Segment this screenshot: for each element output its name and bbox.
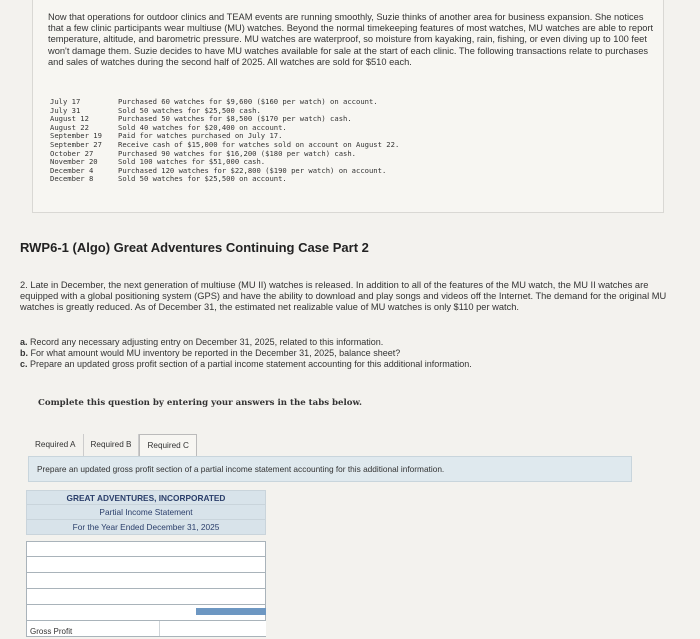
case-intro-text: Now that operations for outdoor clinics and TEAM events are running smoothly, Suzie thinks of another area for business expansion. She notices that a few clinic participants wear multiuse (MU) watches. Beyond the normal timekeeping features of most watches, MU watches are able to report temperature, altitude, and barometric pressure. MU watches are waterproof, so moisture from kayaking, rain, fishing, or even diving up to 100 feet won't damage them. Suzie decides to have MU watches available for sale at the start of each clinic. The following transactions relate to purchases and sales of watches during the second half of 2025. All watches are sold for $510 each. xyxy=(48,12,654,67)
statement-company: GREAT ADVENTURES, INCORPORATED xyxy=(26,490,266,505)
transaction-date: August 12 xyxy=(50,114,89,124)
tab-prompt-panel xyxy=(28,456,632,482)
task-letter: b. xyxy=(20,348,28,358)
transaction-date: December 8 xyxy=(50,174,94,184)
tab-prompt-text: Prepare an updated gross profit section of a partial income statement accounting for this additional information. xyxy=(37,464,445,474)
transaction-date: July 31 xyxy=(50,105,81,115)
nav-button[interactable] xyxy=(196,608,266,615)
transaction-text: Purchased 90 watches for $16,200 ($180 per watch) cash. xyxy=(118,148,356,158)
task-text: For what amount would MU inventory be reported in the December 31, 2025, balance sheet? xyxy=(28,348,401,358)
statement-row xyxy=(26,589,266,605)
task-list xyxy=(20,337,472,370)
transaction-text: Sold 100 watches for $51,000 cash. xyxy=(118,157,266,167)
transaction-text: Purchased 120 watches for $22,800 ($190 per watch) on account. xyxy=(118,165,387,175)
statement-row xyxy=(26,557,266,573)
tab-required-b[interactable]: Required B xyxy=(84,434,140,456)
transaction-text: Purchased 60 watches for $9,600 ($160 per watch) on account. xyxy=(118,97,378,106)
task-letter: a. xyxy=(20,337,28,347)
statement-row xyxy=(26,573,266,589)
problem-text: 2. Late in December, the next generation of multiuse (MU II) watches is released. In addition to all of the features of the MU watch, the MU II watches are equipped with a global positioning system (GPS) and have the ability to download and play songs and videos off the Internet. The demand for the original MU watches is greatly reduced. As of December 31, the estimated net realizable value of MU watches is only $110 per watch. xyxy=(20,280,667,312)
transaction-date: August 22 xyxy=(50,122,89,132)
transaction-date: September 19 xyxy=(50,131,102,141)
statement-name: Partial Income Statement xyxy=(26,505,266,520)
task-letter: c. xyxy=(20,359,28,369)
transactions-table xyxy=(50,98,399,184)
gross-profit-row xyxy=(26,621,266,637)
task-text: Prepare an updated gross profit section of a partial income statement accounting for this additional information. xyxy=(27,359,472,369)
transaction-date: October 27 xyxy=(50,148,94,158)
transaction-text: Paid for watches purchased on July 17. xyxy=(118,131,283,141)
statement-row xyxy=(26,541,266,557)
transaction-text: Purchased 50 watches for $8,500 ($170 per watch) cash. xyxy=(118,114,352,124)
transaction-date: July 17 xyxy=(50,97,81,106)
tab-required-c[interactable]: Required C xyxy=(139,434,196,456)
transaction-date: December 4 xyxy=(50,165,94,175)
instructions-text: Complete this question by entering your answers in the tabs below. xyxy=(38,398,363,408)
transaction-text: Receive cash of $15,000 for watches sold on account on August 22. xyxy=(118,139,400,149)
gross-profit-label: Gross Profit xyxy=(30,627,73,636)
problem-title: RWP6-1 (Algo) Great Adventures Continuing Case Part 2 xyxy=(20,240,369,255)
transaction-text: Sold 50 watches for $25,500 cash. xyxy=(118,105,261,115)
list-item xyxy=(20,348,472,359)
transaction-text: Sold 40 watches for $20,400 on account. xyxy=(118,122,287,132)
list-item xyxy=(20,337,472,348)
gross-profit-amount-field[interactable] xyxy=(159,621,266,636)
table-row xyxy=(50,175,399,184)
requirement-tabs xyxy=(28,434,197,456)
transaction-date: November 20 xyxy=(50,157,98,167)
transaction-text: Sold 50 watches for $25,500 on account. xyxy=(118,174,287,184)
statement-period: For the Year Ended December 31, 2025 xyxy=(26,520,266,535)
list-item xyxy=(20,359,472,370)
transaction-date: September 27 xyxy=(50,139,102,149)
tab-required-a[interactable]: Required A xyxy=(28,434,84,456)
task-text: Record any necessary adjusting entry on December 31, 2025, related to this information. xyxy=(27,337,384,347)
